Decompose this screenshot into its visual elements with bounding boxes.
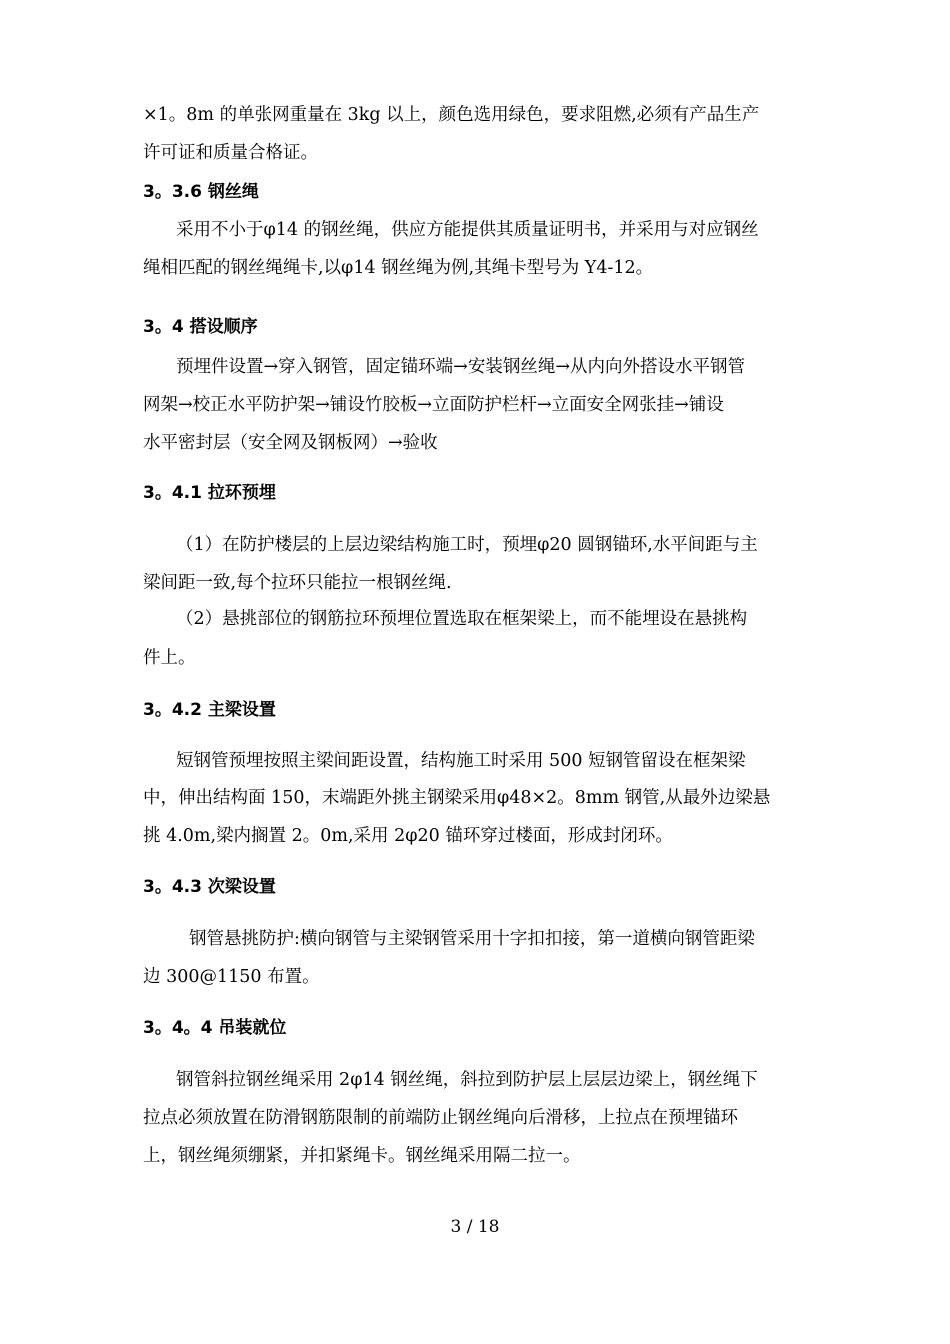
section-heading: 3。4.3 次梁设置 (143, 877, 276, 897)
page-number: 3 / 18 (450, 1217, 500, 1237)
paragraph-line: 采用不小于φ14 的钢丝绳，供应方能提供其质量证明书，并采用与对应钢丝 (176, 220, 759, 240)
paragraph-line: 钢管悬挑防护:横向钢管与主梁钢管采用十字扣扣接，第一道横向钢管距梁 (189, 929, 755, 949)
section-heading: 3。4 搭设顺序 (143, 317, 258, 337)
paragraph-line: ×1。8m 的单张网重量在 3kg 以上，颜色选用绿色，要求阻燃,必须有产品生产 (143, 105, 760, 125)
paragraph-line: （1）在防护楼层的上层边梁结构施工时，预埋φ20 圆钢锚环,水平间距与主 (176, 535, 758, 555)
section-heading: 3。3.6 钢丝绳 (143, 182, 259, 202)
paragraph-line: （2）悬挑部位的钢筋拉环预埋位置选取在框架梁上，而不能埋设在悬挑构 (176, 609, 748, 629)
paragraph-line: 短钢管预埋按照主梁间距设置，结构施工时采用 500 短钢管留设在框架梁 (176, 751, 746, 771)
paragraph-line: 边 300@1150 布置。 (143, 967, 320, 987)
paragraph-line: 拉点必须放置在防滑钢筋限制的前端防止钢丝绳向后滑移，上拉点在预埋锚环 (143, 1108, 738, 1128)
section-heading: 3。4.1 拉环预埋 (143, 483, 276, 503)
paragraph-line: 绳相匹配的钢丝绳绳卡,以φ14 钢丝绳为例,其绳卡型号为 Y4-12。 (143, 258, 654, 278)
paragraph-line: 件上。 (143, 648, 196, 668)
paragraph-line: 梁间距一致,每个拉环只能拉一根钢丝绳. (143, 573, 452, 593)
paragraph-line: 中，伸出结构面 150，末端距外挑主钢梁采用φ48×2。8mm 钢管,从最外边梁悬 (143, 788, 771, 808)
section-heading: 3。4.2 主梁设置 (143, 700, 276, 720)
paragraph-line: 挑 4.0m,梁内搁置 2。0m,采用 2φ20 锚环穿过楼面，形成封闭环。 (143, 826, 673, 846)
paragraph-line: 上，钢丝绳须绷紧，并扣紧绳卡。钢丝绳采用隔二拉一。 (143, 1146, 581, 1166)
paragraph-line: 钢管斜拉钢丝绳采用 2φ14 钢丝绳，斜拉到防护层上层层边梁上，钢丝绳下 (176, 1070, 758, 1090)
paragraph-line: 预埋件设置→穿入钢管，固定锚环端→安装钢丝绳→从内向外搭设水平钢管 (176, 357, 745, 377)
paragraph-line: 水平密封层（安全网及钢板网）→验收 (143, 433, 438, 453)
section-heading: 3。4。4 吊装就位 (143, 1018, 287, 1038)
paragraph-line: 网架→校正水平防护架→铺设竹胶板→立面防护栏杆→立面安全网张挂→铺设 (143, 395, 724, 415)
paragraph-line: 许可证和质量合格证。 (143, 143, 318, 163)
